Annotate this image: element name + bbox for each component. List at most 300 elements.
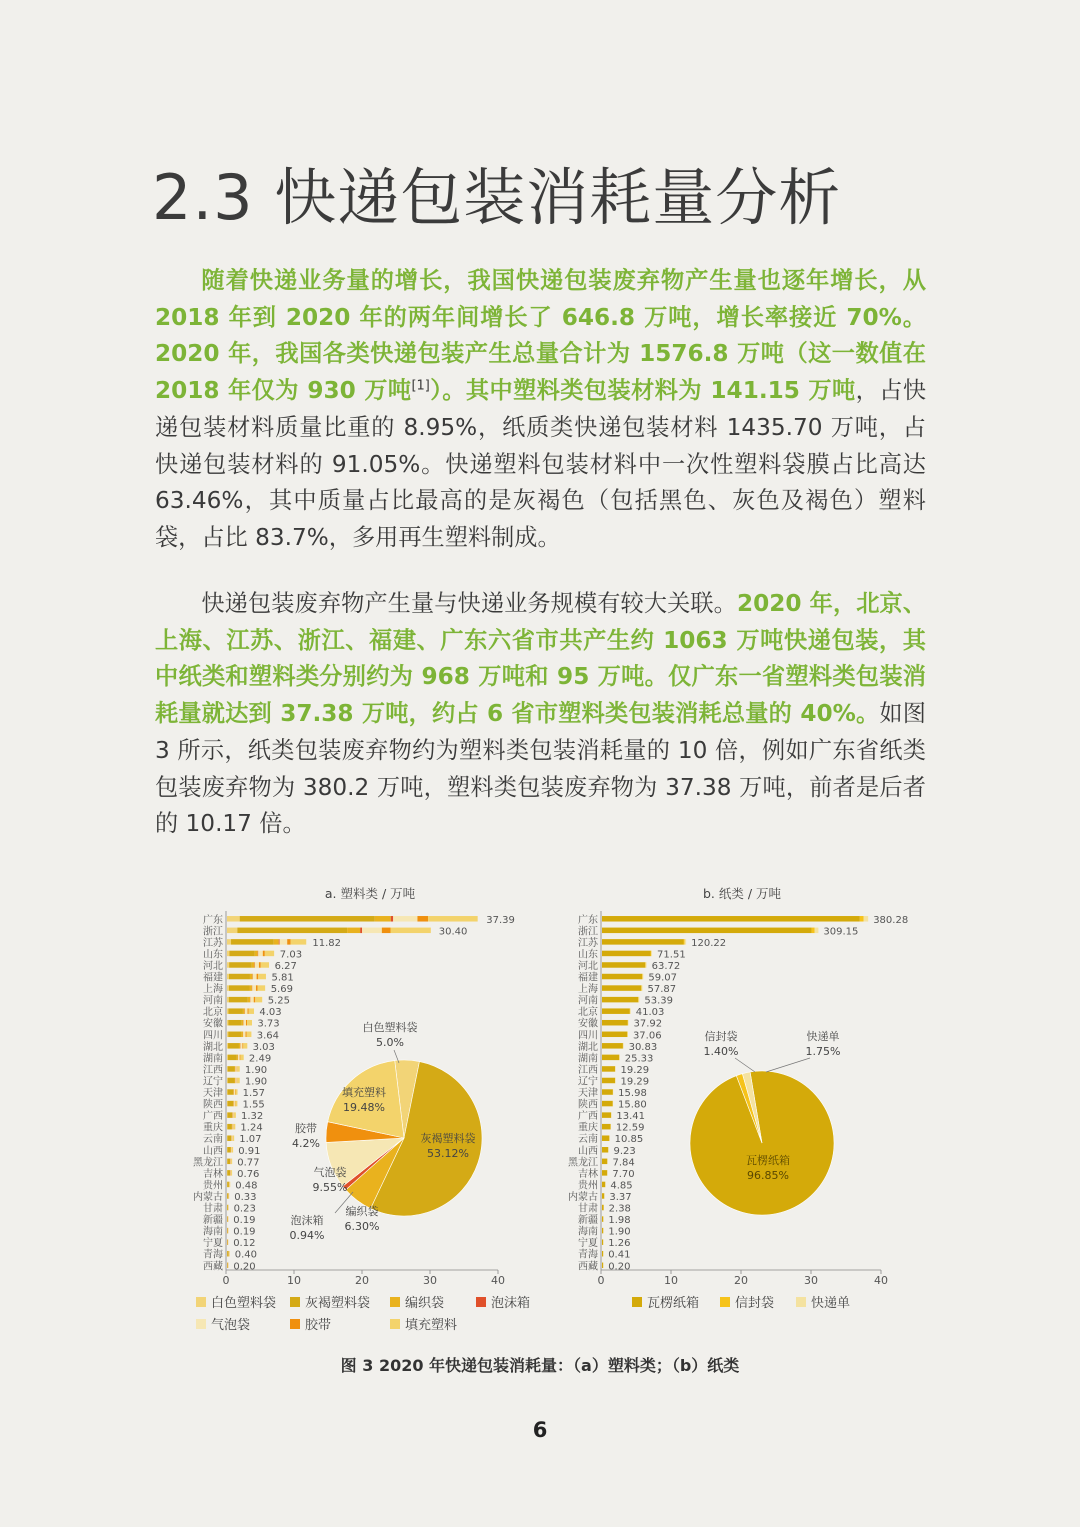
category-label: 江苏 [578, 937, 598, 949]
bar-segment [232, 1135, 233, 1141]
leader-line [735, 1058, 755, 1072]
bar-segment [602, 1216, 603, 1222]
bar-segment [258, 985, 266, 991]
bar-segment [232, 1124, 233, 1130]
bar-segment [233, 1112, 234, 1118]
bar-segment [602, 1089, 613, 1095]
legend-swatch [290, 1319, 300, 1329]
bar-segment [248, 1008, 249, 1014]
bar-segment [229, 985, 250, 991]
bar-segment [642, 985, 643, 991]
category-label: 天津 [578, 1088, 598, 1100]
bar-segment [227, 951, 229, 957]
bar-segment [227, 1182, 229, 1188]
bar-segment [864, 916, 869, 922]
category-label: 海南 [578, 1226, 598, 1238]
bar-segment [229, 997, 248, 1003]
bar-segment [227, 1112, 232, 1118]
category-label: 湖南 [203, 1053, 223, 1065]
category-label: 江西 [203, 1064, 223, 1076]
bar-segment [240, 1043, 242, 1049]
bar-segment [602, 1078, 615, 1084]
value-label: 9.23 [613, 1145, 636, 1157]
bar-segment [602, 1112, 611, 1118]
x-tick-label: 20 [734, 1274, 748, 1287]
pie-label-pct: 6.30% [344, 1220, 380, 1233]
bar-segment [227, 928, 237, 934]
x-tick-label: 0 [597, 1274, 605, 1287]
bar-segment [227, 1078, 228, 1084]
bar-segment [252, 962, 255, 968]
value-label: 15.98 [618, 1088, 647, 1100]
bar-segment [258, 951, 263, 957]
value-label: 71.51 [657, 949, 686, 961]
bar-segment [254, 997, 255, 1003]
category-label: 山西 [578, 1145, 598, 1157]
legend-swatch [390, 1319, 400, 1329]
value-label: 2.49 [248, 1053, 272, 1065]
bar-segment [274, 939, 279, 945]
legend-label: 白色塑料袋 [211, 1296, 277, 1311]
bar-segment [227, 1055, 228, 1061]
legend-label: 信封袋 [735, 1296, 775, 1311]
bar-segment [602, 916, 860, 922]
bar-segment [231, 939, 274, 945]
bar-segment [234, 1124, 236, 1130]
bar-segment [252, 985, 256, 991]
category-label: 河北 [578, 960, 598, 972]
legend-label: 编织袋 [405, 1296, 445, 1311]
x-tick-label: 40 [874, 1274, 888, 1287]
bar-segment [257, 974, 259, 980]
category-label: 陕西 [578, 1099, 598, 1111]
bar-segment [231, 1170, 232, 1176]
legend-label: 填充塑料 [405, 1318, 458, 1333]
bar-segment [237, 1078, 238, 1084]
bar-segment [287, 939, 290, 945]
category-label: 陕西 [203, 1099, 223, 1111]
bar-segment [241, 1032, 243, 1038]
bar-segment [602, 1043, 623, 1049]
bar-segment [249, 1008, 254, 1014]
category-label: 湖北 [578, 1041, 598, 1053]
category-label: 安徽 [578, 1018, 598, 1030]
legend-swatch [390, 1297, 400, 1307]
bar-segment [237, 1066, 238, 1072]
category-label: 河北 [203, 960, 223, 972]
pie-label-name: 信封袋 [704, 1030, 738, 1043]
value-label: 3.73 [257, 1018, 280, 1030]
value-label: 19.29 [620, 1064, 650, 1076]
value-label: 0.41 [608, 1249, 631, 1261]
pie-label-name: 灰褐塑料袋 [420, 1132, 476, 1145]
category-label: 四川 [203, 1030, 223, 1042]
value-label: 0.19 [233, 1215, 256, 1227]
value-label: 1.55 [242, 1099, 265, 1111]
bar-segment [602, 1101, 613, 1107]
bar-segment [227, 1147, 230, 1153]
bar-segment [253, 974, 257, 980]
bar-segment [347, 928, 360, 934]
category-label: 山东 [578, 949, 598, 961]
bar-segment [240, 1055, 241, 1061]
value-label: 57.87 [647, 984, 677, 996]
value-label: 120.22 [691, 937, 727, 949]
category-label: 北京 [203, 1007, 223, 1019]
value-label: 3.37 [609, 1191, 632, 1203]
bar-segment [227, 962, 229, 968]
bar-segment [375, 916, 391, 922]
x-tick-label: 20 [355, 1274, 369, 1287]
pie-label-pct: 96.85% [747, 1169, 789, 1182]
category-label: 吉林 [578, 1168, 598, 1180]
category-label: 西藏 [203, 1261, 223, 1273]
bar-segment [650, 951, 651, 957]
value-label: 309.15 [823, 926, 859, 938]
bar-segment [227, 916, 240, 922]
para2-text-1: 快递包装废弃物产生量与快递业务规模有较大关联。 [201, 590, 737, 617]
bar-segment [249, 985, 251, 991]
legend-label: 泡沫箱 [491, 1296, 531, 1311]
category-label: 河南 [578, 995, 598, 1007]
bar-segment [244, 1020, 246, 1026]
bar-segment [235, 1066, 236, 1072]
legend-label: 快递单 [811, 1296, 851, 1311]
pie-label-pct: 1.75% [805, 1045, 841, 1058]
value-label: 30.40 [438, 926, 468, 938]
bar-segment [263, 951, 265, 957]
category-label: 云南 [203, 1134, 223, 1146]
bar-segment [235, 1101, 237, 1107]
bar-segment [602, 1147, 608, 1153]
pie-label-name: 白色塑料袋 [362, 1021, 418, 1034]
value-label: 2.38 [608, 1203, 631, 1215]
reference-1[interactable]: [1] [411, 378, 430, 394]
bar-segment [602, 1182, 605, 1188]
category-label: 重庆 [203, 1122, 223, 1134]
bar-segment [360, 928, 362, 934]
legend-label: 胶带 [305, 1318, 332, 1333]
bar-segment [233, 1101, 234, 1107]
x-tick-label: 10 [664, 1274, 678, 1287]
pie-label-pct: 19.48% [343, 1101, 385, 1114]
value-label: 0.76 [237, 1168, 260, 1180]
legend-label: 灰褐塑料袋 [305, 1296, 371, 1311]
category-label: 甘肃 [578, 1203, 598, 1215]
bar-segment [227, 1032, 228, 1038]
bar-segment [235, 1089, 237, 1095]
value-label: 0.20 [608, 1261, 631, 1273]
bar-segment [280, 939, 288, 945]
bar-segment [227, 974, 229, 980]
bar-segment [227, 1020, 228, 1026]
value-label: 10.85 [614, 1134, 644, 1146]
x-tick-label: 0 [222, 1274, 230, 1287]
category-label: 广东 [203, 914, 223, 926]
category-label: 重庆 [578, 1122, 598, 1134]
category-label: 浙江 [578, 926, 598, 938]
bar-segment [231, 1159, 232, 1165]
x-tick-label: 30 [423, 1274, 437, 1287]
bar-segment [237, 1078, 240, 1084]
bar-segment [602, 997, 638, 1003]
bar-segment [684, 939, 685, 945]
value-label: 59.07 [648, 972, 677, 984]
bar-segment [229, 962, 252, 968]
value-label: 63.72 [651, 960, 681, 972]
bar-segment [245, 1008, 248, 1014]
value-label: 1.90 [608, 1226, 631, 1238]
bar-segment [391, 916, 393, 922]
bar-segment [233, 1135, 234, 1141]
legend-swatch [720, 1297, 730, 1307]
category-label: 海南 [203, 1226, 223, 1238]
value-label: 3.64 [256, 1030, 280, 1042]
bar-segment [639, 997, 640, 1003]
bar-segment [234, 1089, 235, 1095]
value-label: 0.91 [238, 1145, 261, 1157]
figure-caption: 图 3 2020 年快递包装消耗量：（a）塑料类；（b）纸类 [340, 1356, 740, 1375]
category-label: 宁夏 [203, 1238, 223, 1250]
bar-segment [228, 1043, 239, 1049]
bar-segment [815, 928, 819, 934]
value-label: 0.33 [234, 1191, 257, 1203]
category-label: 内蒙古 [568, 1191, 598, 1203]
bar-segment [227, 1089, 228, 1095]
value-label: 0.48 [235, 1180, 258, 1192]
bar-segment [247, 1020, 252, 1026]
pie-label-pct: 4.2% [292, 1137, 320, 1150]
value-label: 25.33 [624, 1053, 654, 1065]
legend-swatch [196, 1319, 206, 1329]
value-label: 3.03 [252, 1041, 275, 1053]
para2-text-2: 如图 3 所示，纸类包装废弃物约为塑料类包装消耗量的 10 倍，例如广东省纸类包装废弃物为 380.2 万吨，塑料类包装废弃物为 37.38 万吨，前者是后者的 10.17 倍。 [155, 700, 926, 838]
bar-segment [265, 951, 274, 957]
value-label: 0.23 [233, 1203, 256, 1215]
category-label: 青海 [578, 1249, 598, 1261]
para2-highlight: 2020 年，北京、上海、江苏、浙江、福建、广东六省市共产生约 1063 万吨快递包装，其中纸类和塑料类分别约为 968 万吨和 95 万吨。仅广东一省塑料类包装消耗量就达到 37.38 万吨，约占 6 省市塑料类包装消耗总量的 40%。 [155, 590, 927, 728]
bar-segment [230, 1159, 231, 1165]
category-label: 湖南 [578, 1053, 598, 1065]
category-label: 辽宁 [578, 1076, 598, 1088]
category-label: 天津 [203, 1088, 223, 1100]
legend-swatch [196, 1297, 206, 1307]
bar-segment [228, 1055, 237, 1061]
bar-segment [227, 1251, 228, 1257]
bar-segment [240, 916, 375, 922]
bar-segment [227, 1263, 228, 1269]
bar-segment [243, 1043, 247, 1049]
bar-segment [232, 1112, 233, 1118]
legend-swatch [290, 1297, 300, 1307]
value-label: 0.40 [234, 1249, 257, 1261]
pie-label-name: 快递单 [806, 1030, 840, 1043]
category-label: 上海 [203, 984, 223, 996]
chart-title: a. 塑料类 / 万吨 [324, 886, 416, 901]
bar-segment [248, 997, 250, 1003]
bar-segment [602, 1170, 607, 1176]
category-label: 新疆 [578, 1215, 598, 1227]
category-label: 宁夏 [578, 1238, 598, 1250]
category-label: 辽宁 [203, 1076, 223, 1088]
bar-segment [227, 1205, 228, 1211]
x-tick-label: 30 [804, 1274, 818, 1287]
para1-highlight-2: ）。其中塑料类包装材料为 141.15 万吨 [429, 377, 856, 405]
bar-segment [602, 928, 812, 934]
bar-segment [242, 1020, 244, 1026]
value-label: 1.26 [608, 1238, 631, 1250]
category-label: 吉林 [203, 1168, 223, 1180]
bar-segment [227, 1008, 228, 1014]
value-label: 15.80 [618, 1099, 647, 1111]
bar-segment [235, 1066, 236, 1072]
bar-segment [602, 1159, 607, 1165]
bar-segment [255, 962, 259, 968]
legend-swatch [796, 1297, 806, 1307]
bar-segment [602, 1251, 603, 1257]
para1-highlight-1: 随着快递业务量的增长，我国快递包装废弃物产生量也逐年增长，从 2018 年到 2020 年的两年间增长了 646.8 万吨，增长率接近 70%。2020 年，我国各类快递包装产生总量合计为 1576.8 万吨（这一数值在 2018 年仅为 930 万吨 [155, 267, 926, 405]
bar-segment [227, 1066, 228, 1072]
category-label: 黑龙江 [193, 1157, 223, 1169]
bar-segment [246, 1020, 247, 1026]
category-label: 福建 [578, 972, 598, 984]
bar-segment [230, 1182, 231, 1188]
bar-segment [227, 1228, 228, 1234]
bar-segment [233, 1089, 234, 1095]
bar-segment [382, 928, 391, 934]
value-label: 1.24 [240, 1122, 263, 1134]
value-label: 5.25 [267, 995, 290, 1007]
bar-segment [228, 1101, 234, 1107]
bar-segment [228, 1089, 234, 1095]
value-label: 7.84 [612, 1157, 635, 1169]
bar-segment [227, 1216, 228, 1222]
category-label: 山西 [203, 1145, 223, 1157]
value-label: 6.27 [274, 960, 297, 972]
bar-segment [228, 1078, 235, 1084]
value-label: 12.59 [615, 1122, 645, 1134]
bar-segment [642, 974, 643, 980]
bar-segment [228, 1032, 241, 1038]
value-label: 0.20 [233, 1261, 256, 1273]
bar-segment [602, 1055, 619, 1061]
category-label: 北京 [578, 1007, 598, 1019]
bar-segment [261, 962, 269, 968]
value-label: 37.06 [632, 1030, 662, 1042]
bar-segment [602, 962, 645, 968]
bar-segment [227, 997, 229, 1003]
bar-segment [391, 928, 431, 934]
paper-chart [568, 886, 908, 1311]
value-label: 4.85 [610, 1180, 633, 1192]
value-label: 7.03 [279, 949, 303, 961]
pie-label-pct: 9.55% [312, 1181, 348, 1194]
value-label: 1.90 [244, 1076, 268, 1088]
bar-segment [646, 962, 647, 968]
category-label: 广西 [578, 1111, 598, 1123]
legend-swatch [632, 1297, 642, 1307]
bar-segment [428, 916, 478, 922]
bar-segment [229, 1251, 230, 1257]
bar-segment [250, 997, 253, 1003]
value-label: 37.92 [633, 1018, 663, 1030]
bar-segment [602, 1239, 603, 1245]
bar-segment [602, 1228, 603, 1234]
bar-segment [234, 1101, 235, 1107]
category-label: 贵州 [578, 1180, 598, 1192]
value-label: 380.28 [873, 914, 909, 926]
legend-swatch [476, 1297, 486, 1307]
value-label: 30.83 [628, 1041, 658, 1053]
bar-segment [638, 997, 639, 1003]
value-label: 11.82 [312, 937, 342, 949]
pie-label-name: 填充塑料 [342, 1086, 386, 1099]
pie-label-pct: 1.40% [703, 1045, 739, 1058]
bar-segment [602, 951, 650, 957]
value-label: 5.69 [270, 984, 293, 996]
value-label: 53.39 [644, 995, 674, 1007]
bar-segment [227, 1170, 230, 1176]
bar-segment [812, 928, 815, 934]
bar-segment [291, 939, 307, 945]
category-label: 湖北 [203, 1041, 223, 1053]
bar-segment [651, 951, 652, 957]
pie-label-name: 泡沫箱 [290, 1214, 324, 1227]
category-label: 山东 [203, 949, 223, 961]
value-label: 0.12 [233, 1238, 256, 1250]
value-label: 1.32 [240, 1111, 264, 1123]
value-label: 0.19 [233, 1226, 256, 1238]
bar-segment [233, 1124, 234, 1130]
bar-segment [602, 939, 684, 945]
chart-title: b. 纸类 / 万吨 [702, 886, 782, 901]
value-label: 41.03 [635, 1007, 665, 1019]
value-label: 1.98 [608, 1215, 631, 1227]
bar-segment [255, 951, 258, 957]
bar-segment [238, 1055, 240, 1061]
bar-segment [227, 985, 229, 991]
bar-segment [393, 916, 417, 922]
bar-segment [630, 1008, 631, 1014]
value-label: 0.77 [237, 1157, 260, 1169]
bar-segment [362, 928, 382, 934]
bar-segment [258, 974, 266, 980]
value-label: 5.81 [271, 972, 294, 984]
bar-segment [685, 939, 686, 945]
pie-label-pct: 53.12% [427, 1147, 469, 1160]
pie-label-name: 胶带 [295, 1122, 317, 1135]
bar-segment [602, 1124, 611, 1130]
bar-segment [228, 1020, 241, 1026]
value-label: 19.29 [620, 1076, 650, 1088]
category-label: 广东 [578, 914, 598, 926]
category-label: 江苏 [203, 937, 223, 949]
page-number: 6 [532, 1418, 548, 1442]
bar-segment [237, 1066, 240, 1072]
bar-segment [227, 1159, 230, 1165]
bar-segment [602, 1008, 630, 1014]
category-label: 甘肃 [203, 1203, 223, 1215]
legend-label: 瓦楞纸箱 [647, 1296, 700, 1311]
bar-segment [643, 974, 644, 980]
bar-segment [243, 1032, 245, 1038]
category-label: 安徽 [203, 1018, 223, 1030]
category-label: 广西 [203, 1111, 223, 1123]
value-label: 1.07 [239, 1134, 262, 1146]
category-label: 河南 [203, 995, 223, 1007]
value-label: 13.41 [616, 1111, 646, 1123]
bar-segment [645, 962, 646, 968]
